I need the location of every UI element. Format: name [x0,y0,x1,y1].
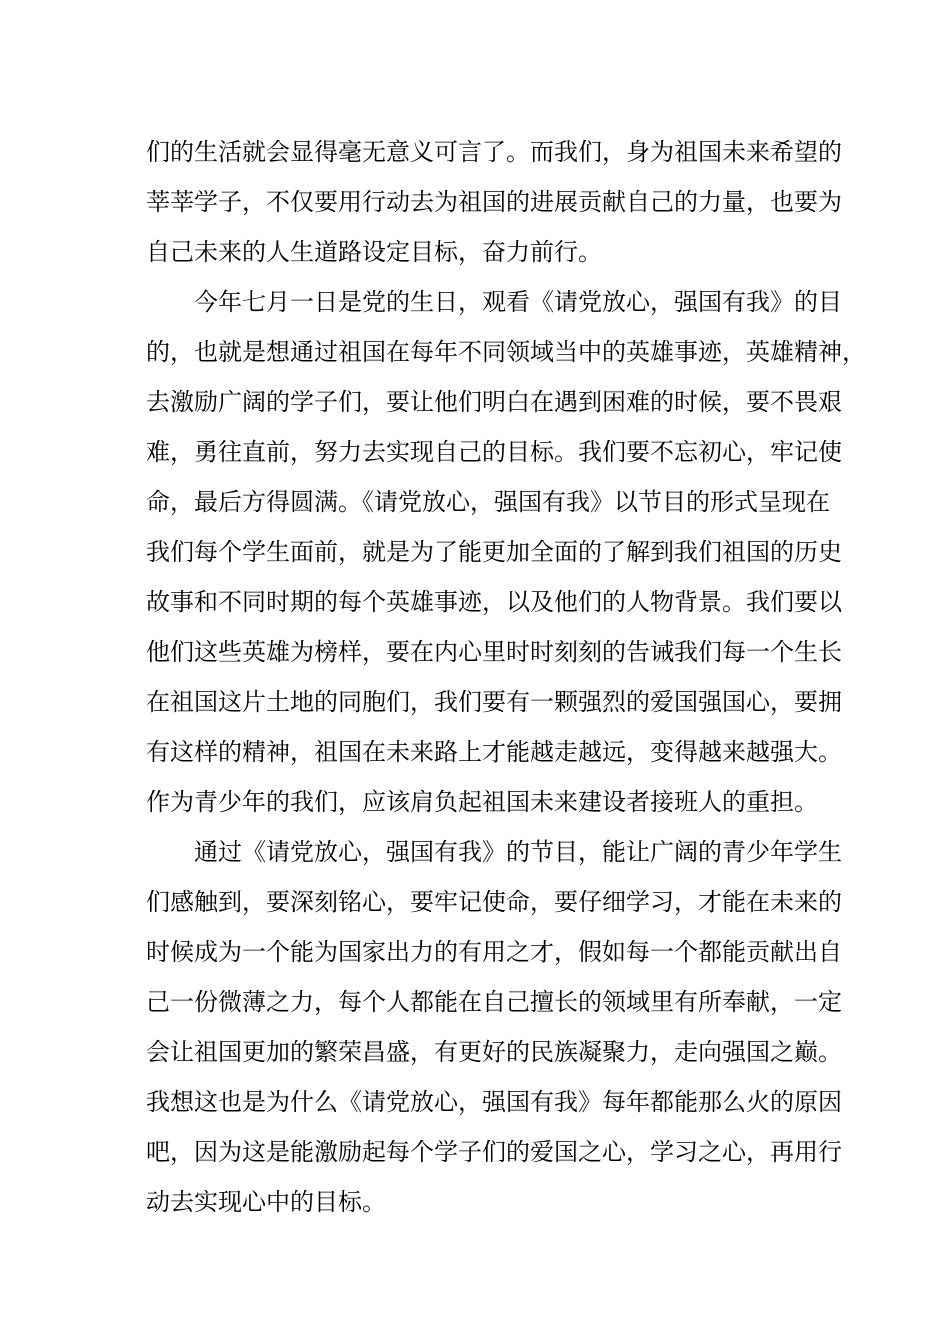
text-line: 作为青少年的我们，应该肩负起祖国未来建设者接班人的重担。 [146,788,818,816]
text-line: 去激励广阔的学子们，要让他们明白在遇到困难的时候，要不畏艰 [146,388,842,416]
text-line: 的，也就是想通过祖国在每年不同领域当中的英雄事迹，英雄精神， [146,338,866,366]
text-line: 我们每个学生面前，就是为了能更加全面的了解到我们祖国的历史 [146,538,842,566]
document-body [146,127,866,1227]
text-line: 有这样的精神，祖国在未来路上才能越走越远，变得越来越强大。 [146,738,842,766]
text-line: 命，最后方得圆满。《请党放心，强国有我》以节目的形式呈现在 [146,488,830,516]
text-line: 莘莘学子，不仅要用行动去为祖国的进展贡献自己的力量，也要为 [146,188,842,216]
text-line: 故事和不同时期的每个英雄事迹，以及他们的人物背景。我们要以 [146,588,842,616]
text-line: 我想这也是为什么《请党放心，强国有我》每年都能那么火的原因 [146,1088,842,1116]
text-line: 们的生活就会显得毫无意义可言了。而我们，身为祖国未来希望的 [146,138,842,166]
text-line: 己一份微薄之力，每个人都能在自己擅长的领域里有所奉献，一定 [146,988,842,1016]
text-line: 动去实现心中的目标。 [146,1188,386,1216]
paragraph-start-line: 通过《请党放心，强国有我》的节目，能让广阔的青少年学生 [194,838,842,866]
paragraph-start-line: 今年七月一日是党的生日，观看《请党放心，强国有我》的目 [194,288,842,316]
text-line: 会让祖国更加的繁荣昌盛，有更好的民族凝聚力，走向强国之巅。 [146,1038,842,1066]
text-line: 们感触到，要深刻铭心，要牢记使命，要仔细学习，才能在未来的 [146,888,842,916]
text-line: 自己未来的人生道路设定目标，奋力前行。 [146,238,602,266]
text-line: 时候成为一个能为国家出力的有用之才，假如每一个都能贡献出自 [146,938,842,966]
text-line: 他们这些英雄为榜样，要在内心里时时刻刻的告诫我们每一个生长 [146,638,842,666]
text-line: 难，勇往直前，努力去实现自己的目标。我们要不忘初心，牢记使 [146,438,842,466]
text-line: 在祖国这片土地的同胞们，我们要有一颗强烈的爱国强国心，要拥 [146,688,842,716]
text-line: 吧，因为这是能激励起每个学子们的爱国之心，学习之心，再用行 [146,1138,842,1166]
